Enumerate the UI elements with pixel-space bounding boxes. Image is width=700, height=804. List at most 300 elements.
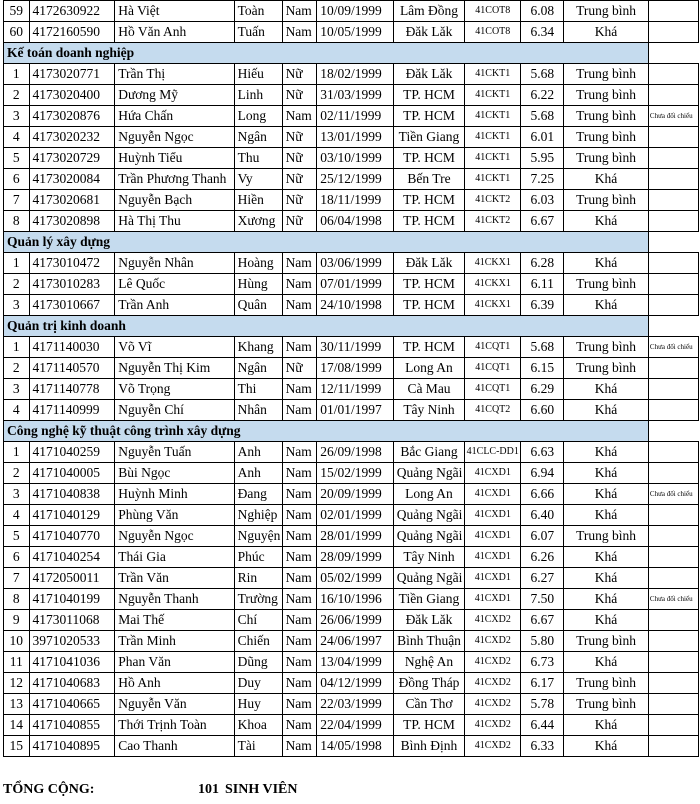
birth-place-cell: Bắc Giang — [393, 442, 464, 463]
class-code-cell: 41COT8 — [465, 1, 521, 22]
student-table-body — [4, 1, 699, 757]
gender-cell: Nam — [282, 400, 317, 421]
last-middle-name-cell: Hứa Chấn — [115, 106, 234, 127]
row-number-cell: 6 — [4, 547, 30, 568]
gpa-cell: 6.67 — [521, 610, 564, 631]
gpa-cell: 5.68 — [521, 106, 564, 127]
last-middle-name-cell: Hà Thị Thu — [115, 211, 234, 232]
row-number-cell: 1 — [4, 442, 30, 463]
last-middle-name-cell: Nguyễn Thị Kim — [115, 358, 234, 379]
gpa-cell: 6.28 — [521, 253, 564, 274]
last-middle-name-cell: Hồ Anh — [115, 673, 234, 694]
class-code-cell: 41CXD1 — [465, 568, 521, 589]
student-id-cell: 4171140030 — [29, 337, 115, 358]
note-cell — [648, 127, 698, 148]
student-id-cell: 4171041036 — [29, 652, 115, 673]
gender-cell: Nữ — [282, 148, 317, 169]
note-cell — [648, 22, 698, 43]
table-row — [4, 274, 699, 295]
birth-date-cell: 24/10/1998 — [317, 295, 394, 316]
classification-cell: Trung bình — [564, 631, 649, 652]
classification-cell: Trung bình — [564, 673, 649, 694]
student-id-cell: 4173020898 — [29, 211, 115, 232]
birth-date-cell: 24/06/1997 — [317, 631, 394, 652]
last-middle-name-cell: Trần Phương Thanh — [115, 169, 234, 190]
section-title: Quản lý xây dựng — [4, 232, 649, 253]
class-code-cell: 41CQT1 — [465, 379, 521, 400]
classification-cell: Trung bình — [564, 64, 649, 85]
birth-place-cell: Quảng Ngãi — [393, 505, 464, 526]
gpa-cell: 6.39 — [521, 295, 564, 316]
birth-date-cell: 02/01/1999 — [317, 505, 394, 526]
student-id-cell: 4171040005 — [29, 463, 115, 484]
gender-cell: Nữ — [282, 358, 317, 379]
first-name-cell: Phúc — [234, 547, 282, 568]
first-name-cell: Nhân — [234, 400, 282, 421]
first-name-cell: Thi — [234, 379, 282, 400]
student-id-cell: 3971020533 — [29, 631, 115, 652]
table-row — [4, 610, 699, 631]
last-middle-name-cell: Võ Vĩ — [115, 337, 234, 358]
student-id-cell: 4173020400 — [29, 85, 115, 106]
table-row — [4, 589, 699, 610]
first-name-cell: Ngân — [234, 127, 282, 148]
table-row — [4, 169, 699, 190]
section-tail — [648, 316, 698, 337]
birth-place-cell: TP. HCM — [393, 211, 464, 232]
first-name-cell: Chí — [234, 610, 282, 631]
note-cell: Chưa đối chiếu — [648, 589, 698, 610]
first-name-cell: Vy — [234, 169, 282, 190]
row-number-cell: 1 — [4, 337, 30, 358]
birth-place-cell: TP. HCM — [393, 190, 464, 211]
note-cell — [648, 358, 698, 379]
first-name-cell: Linh — [234, 85, 282, 106]
gpa-cell: 6.01 — [521, 127, 564, 148]
row-number-cell: 5 — [4, 526, 30, 547]
gender-cell: Nam — [282, 568, 317, 589]
note-cell — [648, 211, 698, 232]
gpa-cell: 5.78 — [521, 694, 564, 715]
first-name-cell: Hiếu — [234, 64, 282, 85]
birth-place-cell: Cà Mau — [393, 379, 464, 400]
classification-cell: Trung bình — [564, 526, 649, 547]
classification-cell: Khá — [564, 169, 649, 190]
birth-place-cell: TP. HCM — [393, 106, 464, 127]
table-row — [4, 337, 699, 358]
class-code-cell: 41CXD1 — [465, 505, 521, 526]
last-middle-name-cell: Trần Thị — [115, 64, 234, 85]
last-middle-name-cell: Phùng Văn — [115, 505, 234, 526]
class-code-cell: 41CXD2 — [465, 610, 521, 631]
first-name-cell: Duy — [234, 673, 282, 694]
birth-date-cell: 01/01/1997 — [317, 400, 394, 421]
first-name-cell: Hiền — [234, 190, 282, 211]
row-number-cell: 2 — [4, 463, 30, 484]
table-row — [4, 631, 699, 652]
gender-cell: Nam — [282, 106, 317, 127]
birth-date-cell: 25/12/1999 — [317, 169, 394, 190]
birth-place-cell: Cần Thơ — [393, 694, 464, 715]
birth-date-cell: 18/02/1999 — [317, 64, 394, 85]
class-code-cell: 41CXD2 — [465, 631, 521, 652]
table-row — [4, 673, 699, 694]
last-middle-name-cell: Phan Văn — [115, 652, 234, 673]
gpa-cell: 7.25 — [521, 169, 564, 190]
classification-cell: Khá — [564, 295, 649, 316]
section-tail — [648, 43, 698, 64]
gpa-cell: 6.40 — [521, 505, 564, 526]
row-number-cell: 11 — [4, 652, 30, 673]
class-code-cell: 41CLC-DD1 — [465, 442, 521, 463]
birth-place-cell: Long An — [393, 484, 464, 505]
row-number-cell: 2 — [4, 85, 30, 106]
class-code-cell: 41CKT1 — [465, 148, 521, 169]
class-code-cell: 41COT8 — [465, 22, 521, 43]
first-name-cell: Ngân — [234, 358, 282, 379]
birth-date-cell: 12/11/1999 — [317, 379, 394, 400]
row-number-cell: 4 — [4, 127, 30, 148]
last-middle-name-cell: Bùi Ngọc — [115, 463, 234, 484]
gpa-cell: 6.26 — [521, 547, 564, 568]
note-cell — [648, 274, 698, 295]
last-middle-name-cell: Nguyễn Chí — [115, 400, 234, 421]
note-cell — [648, 190, 698, 211]
last-middle-name-cell: Nguyễn Tuấn — [115, 442, 234, 463]
class-code-cell: 41CXD2 — [465, 673, 521, 694]
last-middle-name-cell: Huỳnh Minh — [115, 484, 234, 505]
last-middle-name-cell: Võ Trọng — [115, 379, 234, 400]
table-row — [4, 547, 699, 568]
table-row — [4, 379, 699, 400]
note-cell — [648, 379, 698, 400]
birth-date-cell: 05/02/1999 — [317, 568, 394, 589]
gender-cell: Nam — [282, 442, 317, 463]
student-id-cell: 4171040895 — [29, 736, 115, 757]
classification-cell: Khá — [564, 463, 649, 484]
note-cell — [648, 694, 698, 715]
birth-place-cell: Đăk Lăk — [393, 64, 464, 85]
class-code-cell: 41CQT1 — [465, 358, 521, 379]
gpa-cell: 5.80 — [521, 631, 564, 652]
first-name-cell: Đang — [234, 484, 282, 505]
student-id-cell: 4171040683 — [29, 673, 115, 694]
first-name-cell: Khoa — [234, 715, 282, 736]
classification-cell: Khá — [564, 484, 649, 505]
student-id-cell: 4171040259 — [29, 442, 115, 463]
note-cell — [648, 85, 698, 106]
last-middle-name-cell: Lê Quốc — [115, 274, 234, 295]
classification-cell: Trung bình — [564, 85, 649, 106]
class-code-cell: 41CKT1 — [465, 169, 521, 190]
total-count: 101 — [198, 782, 219, 797]
last-middle-name-cell: Nguyễn Bạch — [115, 190, 234, 211]
table-row — [4, 463, 699, 484]
class-code-cell: 41CXD2 — [465, 652, 521, 673]
gender-cell: Nam — [282, 295, 317, 316]
last-middle-name-cell: Hồ Văn Anh — [115, 22, 234, 43]
first-name-cell: Chiến — [234, 631, 282, 652]
student-id-cell: 4171040254 — [29, 547, 115, 568]
first-name-cell: Nguyện — [234, 526, 282, 547]
student-id-cell: 4171040770 — [29, 526, 115, 547]
gpa-cell: 6.22 — [521, 85, 564, 106]
student-id-cell: 4173020876 — [29, 106, 115, 127]
birth-place-cell: Bến Tre — [393, 169, 464, 190]
class-code-cell: 41CXD1 — [465, 526, 521, 547]
birth-date-cell: 10/09/1999 — [317, 1, 394, 22]
gpa-cell: 5.68 — [521, 337, 564, 358]
classification-cell: Khá — [564, 652, 649, 673]
table-row — [4, 568, 699, 589]
table-row — [4, 127, 699, 148]
row-number-cell: 15 — [4, 736, 30, 757]
gpa-cell: 6.11 — [521, 274, 564, 295]
student-id-cell: 4171040855 — [29, 715, 115, 736]
table-row — [4, 253, 699, 274]
row-number-cell: 60 — [4, 22, 30, 43]
birth-date-cell: 07/01/1999 — [317, 274, 394, 295]
section-title: Công nghệ kỹ thuật công trình xây dựng — [4, 421, 649, 442]
birth-place-cell: TP. HCM — [393, 715, 464, 736]
classification-cell: Khá — [564, 400, 649, 421]
birth-date-cell: 16/10/1996 — [317, 589, 394, 610]
student-id-cell: 4173020771 — [29, 64, 115, 85]
row-number-cell: 3 — [4, 484, 30, 505]
gpa-cell: 6.15 — [521, 358, 564, 379]
note-cell — [648, 526, 698, 547]
note-cell — [648, 673, 698, 694]
classification-cell: Khá — [564, 442, 649, 463]
birth-date-cell: 03/10/1999 — [317, 148, 394, 169]
table-row — [4, 148, 699, 169]
first-name-cell: Toàn — [234, 1, 282, 22]
note-cell — [648, 463, 698, 484]
birth-date-cell: 28/01/1999 — [317, 526, 394, 547]
classification-cell: Trung bình — [564, 127, 649, 148]
row-number-cell: 10 — [4, 631, 30, 652]
last-middle-name-cell: Trần Văn — [115, 568, 234, 589]
section-header — [4, 421, 699, 442]
note-cell — [648, 253, 698, 274]
classification-cell: Trung bình — [564, 190, 649, 211]
row-number-cell: 2 — [4, 274, 30, 295]
gender-cell: Nam — [282, 610, 317, 631]
gpa-cell: 6.29 — [521, 379, 564, 400]
student-id-cell: 4173020084 — [29, 169, 115, 190]
first-name-cell: Dũng — [234, 652, 282, 673]
gender-cell: Nam — [282, 337, 317, 358]
gender-cell: Nam — [282, 694, 317, 715]
note-cell — [648, 400, 698, 421]
gender-cell: Nữ — [282, 127, 317, 148]
section-header — [4, 43, 699, 64]
first-name-cell: Hùng — [234, 274, 282, 295]
birth-date-cell: 13/01/1999 — [317, 127, 394, 148]
last-middle-name-cell: Dương Mỹ — [115, 85, 234, 106]
gender-cell: Nam — [282, 715, 317, 736]
birth-date-cell: 13/04/1999 — [317, 652, 394, 673]
gender-cell: Nam — [282, 505, 317, 526]
classification-cell: Khá — [564, 211, 649, 232]
last-middle-name-cell: Nguyễn Nhân — [115, 253, 234, 274]
classification-cell: Khá — [564, 22, 649, 43]
table-row — [4, 505, 699, 526]
student-id-cell: 4173010667 — [29, 295, 115, 316]
birth-place-cell: Tây Ninh — [393, 547, 464, 568]
student-id-cell: 4171040129 — [29, 505, 115, 526]
birth-date-cell: 03/06/1999 — [317, 253, 394, 274]
last-middle-name-cell: Nguyễn Văn — [115, 694, 234, 715]
table-row — [4, 526, 699, 547]
gender-cell: Nam — [282, 547, 317, 568]
row-number-cell: 14 — [4, 715, 30, 736]
student-id-cell: 4172050011 — [29, 568, 115, 589]
birth-date-cell: 22/04/1999 — [317, 715, 394, 736]
class-code-cell: 41CQT2 — [465, 400, 521, 421]
last-middle-name-cell: Thới Trịnh Toàn — [115, 715, 234, 736]
student-table — [3, 0, 699, 757]
note-cell: Chưa đối chiếu — [648, 337, 698, 358]
gpa-cell: 6.73 — [521, 652, 564, 673]
last-middle-name-cell: Cao Thanh — [115, 736, 234, 757]
note-cell — [648, 547, 698, 568]
first-name-cell: Khang — [234, 337, 282, 358]
birth-place-cell: Đăk Lăk — [393, 253, 464, 274]
classification-cell: Khá — [564, 379, 649, 400]
first-name-cell: Tuấn — [234, 22, 282, 43]
classification-cell: Khá — [564, 715, 649, 736]
birth-date-cell: 06/04/1998 — [317, 211, 394, 232]
note-cell — [648, 295, 698, 316]
gender-cell: Nam — [282, 673, 317, 694]
student-id-cell: 4173010472 — [29, 253, 115, 274]
birth-place-cell: Tây Ninh — [393, 400, 464, 421]
birth-place-cell: Bình Thuận — [393, 631, 464, 652]
classification-cell: Khá — [564, 736, 649, 757]
gender-cell: Nam — [282, 484, 317, 505]
birth-place-cell: TP. HCM — [393, 274, 464, 295]
note-cell — [648, 568, 698, 589]
birth-date-cell: 22/03/1999 — [317, 694, 394, 715]
note-cell — [648, 631, 698, 652]
row-number-cell: 3 — [4, 379, 30, 400]
class-code-cell: 41CKT2 — [465, 190, 521, 211]
table-row — [4, 106, 699, 127]
first-name-cell: Tài — [234, 736, 282, 757]
class-code-cell: 41CXD1 — [465, 484, 521, 505]
classification-cell: Trung bình — [564, 106, 649, 127]
class-code-cell: 41CXD1 — [465, 463, 521, 484]
classification-cell: Khá — [564, 253, 649, 274]
first-name-cell: Nghiệp — [234, 505, 282, 526]
birth-place-cell: Bình Định — [393, 736, 464, 757]
student-id-cell: 4173020681 — [29, 190, 115, 211]
birth-place-cell: Quảng Ngãi — [393, 463, 464, 484]
birth-place-cell: Đăk Lăk — [393, 22, 464, 43]
note-cell — [648, 442, 698, 463]
gpa-cell: 6.07 — [521, 526, 564, 547]
gpa-cell: 6.63 — [521, 442, 564, 463]
row-number-cell: 7 — [4, 190, 30, 211]
birth-date-cell: 04/12/1999 — [317, 673, 394, 694]
birth-place-cell: Đồng Tháp — [393, 673, 464, 694]
note-cell — [648, 652, 698, 673]
first-name-cell: Trường — [234, 589, 282, 610]
last-middle-name-cell: Nguyễn Ngọc — [115, 526, 234, 547]
gpa-cell: 6.03 — [521, 190, 564, 211]
classification-cell: Khá — [564, 589, 649, 610]
gender-cell: Nữ — [282, 64, 317, 85]
class-code-cell: 41CXD2 — [465, 694, 521, 715]
section-title: Kế toán doanh nghiệp — [4, 43, 649, 64]
birth-date-cell: 30/11/1999 — [317, 337, 394, 358]
row-number-cell: 2 — [4, 358, 30, 379]
gpa-cell: 6.34 — [521, 22, 564, 43]
birth-date-cell: 14/05/1998 — [317, 736, 394, 757]
first-name-cell: Anh — [234, 442, 282, 463]
row-number-cell: 7 — [4, 568, 30, 589]
table-row — [4, 211, 699, 232]
table-row — [4, 85, 699, 106]
row-number-cell: 1 — [4, 64, 30, 85]
birth-place-cell: Tiền Giang — [393, 589, 464, 610]
classification-cell: Khá — [564, 610, 649, 631]
note-cell — [648, 64, 698, 85]
note-cell — [648, 148, 698, 169]
section-header — [4, 232, 699, 253]
class-code-cell: 41CKT1 — [465, 64, 521, 85]
student-id-cell: 4171140778 — [29, 379, 115, 400]
table-row — [4, 22, 699, 43]
gpa-cell: 6.27 — [521, 568, 564, 589]
note-cell: Chưa đối chiếu — [648, 106, 698, 127]
row-number-cell: 3 — [4, 295, 30, 316]
row-number-cell: 8 — [4, 211, 30, 232]
table-row — [4, 1, 699, 22]
gpa-cell: 6.17 — [521, 673, 564, 694]
first-name-cell: Quân — [234, 295, 282, 316]
birth-date-cell: 20/09/1999 — [317, 484, 394, 505]
gpa-cell: 5.95 — [521, 148, 564, 169]
row-number-cell: 4 — [4, 400, 30, 421]
last-middle-name-cell: Trần Anh — [115, 295, 234, 316]
section-tail — [648, 421, 698, 442]
gender-cell: Nam — [282, 652, 317, 673]
gpa-cell: 6.66 — [521, 484, 564, 505]
birth-place-cell: Đăk Lăk — [393, 610, 464, 631]
classification-cell: Khá — [564, 568, 649, 589]
note-cell — [648, 715, 698, 736]
gender-cell: Nam — [282, 589, 317, 610]
birth-date-cell: 26/06/1999 — [317, 610, 394, 631]
birth-date-cell: 15/02/1999 — [317, 463, 394, 484]
birth-place-cell: Tiền Giang — [393, 127, 464, 148]
birth-date-cell: 10/05/1999 — [317, 22, 394, 43]
row-number-cell: 12 — [4, 673, 30, 694]
row-number-cell: 9 — [4, 610, 30, 631]
row-number-cell: 3 — [4, 106, 30, 127]
gender-cell: Nam — [282, 274, 317, 295]
note-cell: Chưa đối chiếu — [648, 484, 698, 505]
last-middle-name-cell: Thái Gia — [115, 547, 234, 568]
first-name-cell: Anh — [234, 463, 282, 484]
classification-cell: Khá — [564, 505, 649, 526]
class-code-cell: 41CXD1 — [465, 589, 521, 610]
section-header — [4, 316, 699, 337]
student-id-cell: 4171040838 — [29, 484, 115, 505]
class-code-cell: 41CKT1 — [465, 85, 521, 106]
